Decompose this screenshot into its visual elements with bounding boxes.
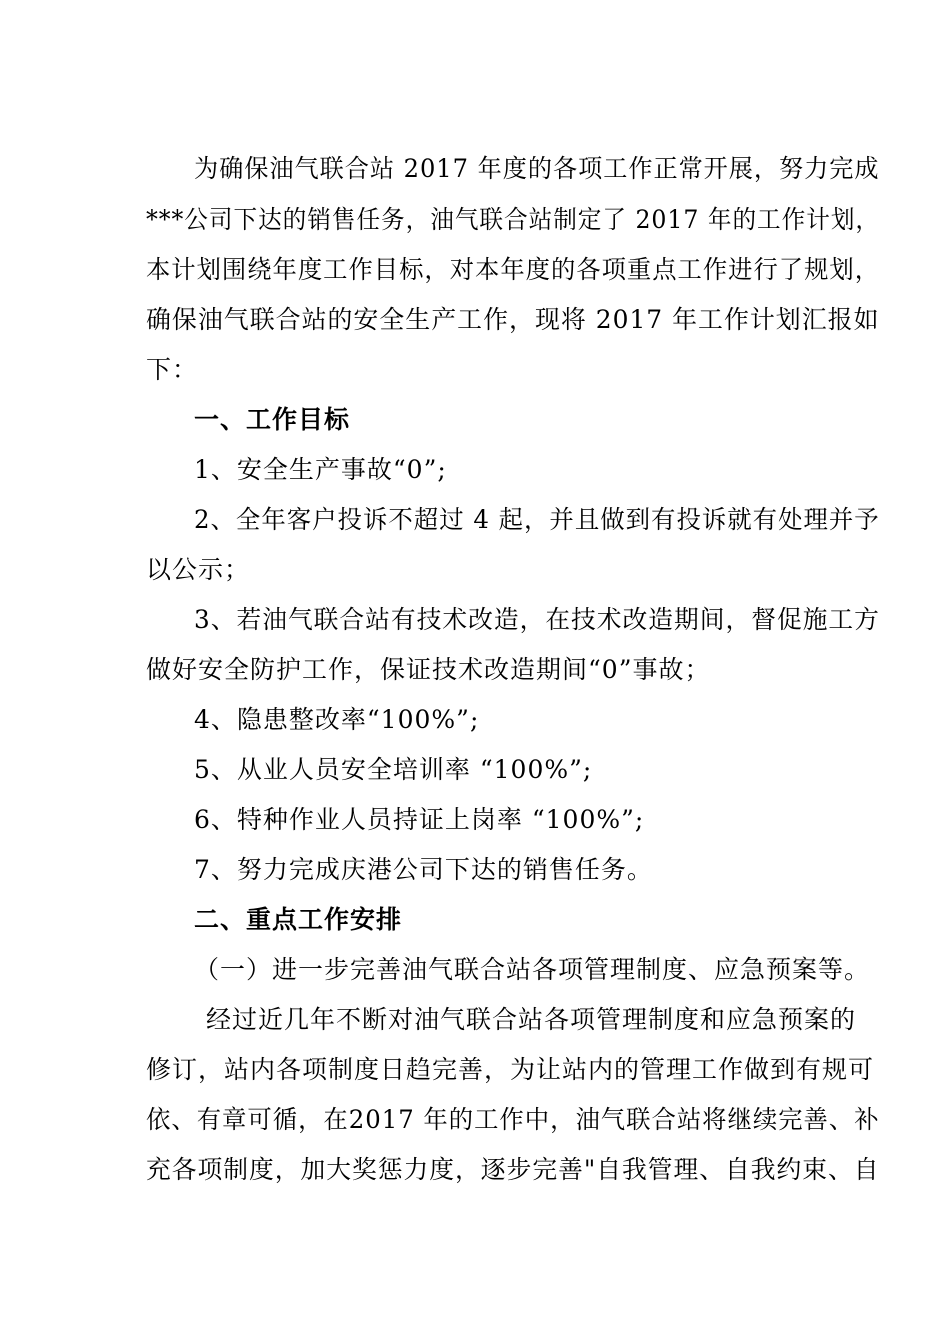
section-heading-goals: 一、工作目标 <box>194 405 351 434</box>
goal-item-7: 7、努力完成庆港公司下达的销售任务。 <box>194 855 653 884</box>
goal-item-4: 4、隐患整改率“100%”; <box>194 705 480 734</box>
intro-line-2: ***公司下达的销售任务，油气联合站制定了 2017 年的工作计划， <box>146 205 881 234</box>
body-line-3: 依、有章可循，在2017 年的工作中，油气联合站将继续完善、补 <box>146 1105 880 1134</box>
intro-line-1: 为确保油气联合站 2017 年度的各项工作正常开展，努力完成 <box>194 154 880 183</box>
body-line-4: 充各项制度，加大奖惩力度，逐步完善"自我管理、自我约束、自 <box>146 1155 880 1184</box>
goal-item-3-cont: 做好安全防护工作，保证技术改造期间“0”事故； <box>146 655 711 684</box>
goal-item-3: 3、若油气联合站有技术改造，在技术改造期间，督促施工方 <box>194 605 880 634</box>
goal-item-6: 6、特种作业人员持证上岗率 “100%”; <box>194 805 645 834</box>
goal-item-2: 2、全年客户投诉不超过 4 起，并且做到有投诉就有处理并予 <box>194 505 880 534</box>
body-line-2: 修订，站内各项制度日趋完善，为让站内的管理工作做到有规可 <box>146 1055 875 1084</box>
goal-item-5: 5、从业人员安全培训率 “100%”; <box>194 755 593 784</box>
intro-line-3: 本计划围绕年度工作目标，对本年度的各项重点工作进行了规划， <box>146 255 881 284</box>
section-heading-key-work: 二、重点工作安排 <box>194 905 403 934</box>
intro-line-5: 下： <box>146 355 199 384</box>
intro-line-4: 确保油气联合站的安全生产工作，现将 2017 年工作计划汇报如 <box>146 305 880 334</box>
goal-item-1: 1、安全生产事故“0”; <box>194 455 447 484</box>
subsection-heading-1: （一）进一步完善油气联合站各项管理制度、应急预案等。 <box>194 955 871 984</box>
goal-item-2-cont: 以公示； <box>146 555 251 584</box>
body-line-1: 经过近几年不断对油气联合站各项管理制度和应急预案的 <box>206 1005 857 1034</box>
